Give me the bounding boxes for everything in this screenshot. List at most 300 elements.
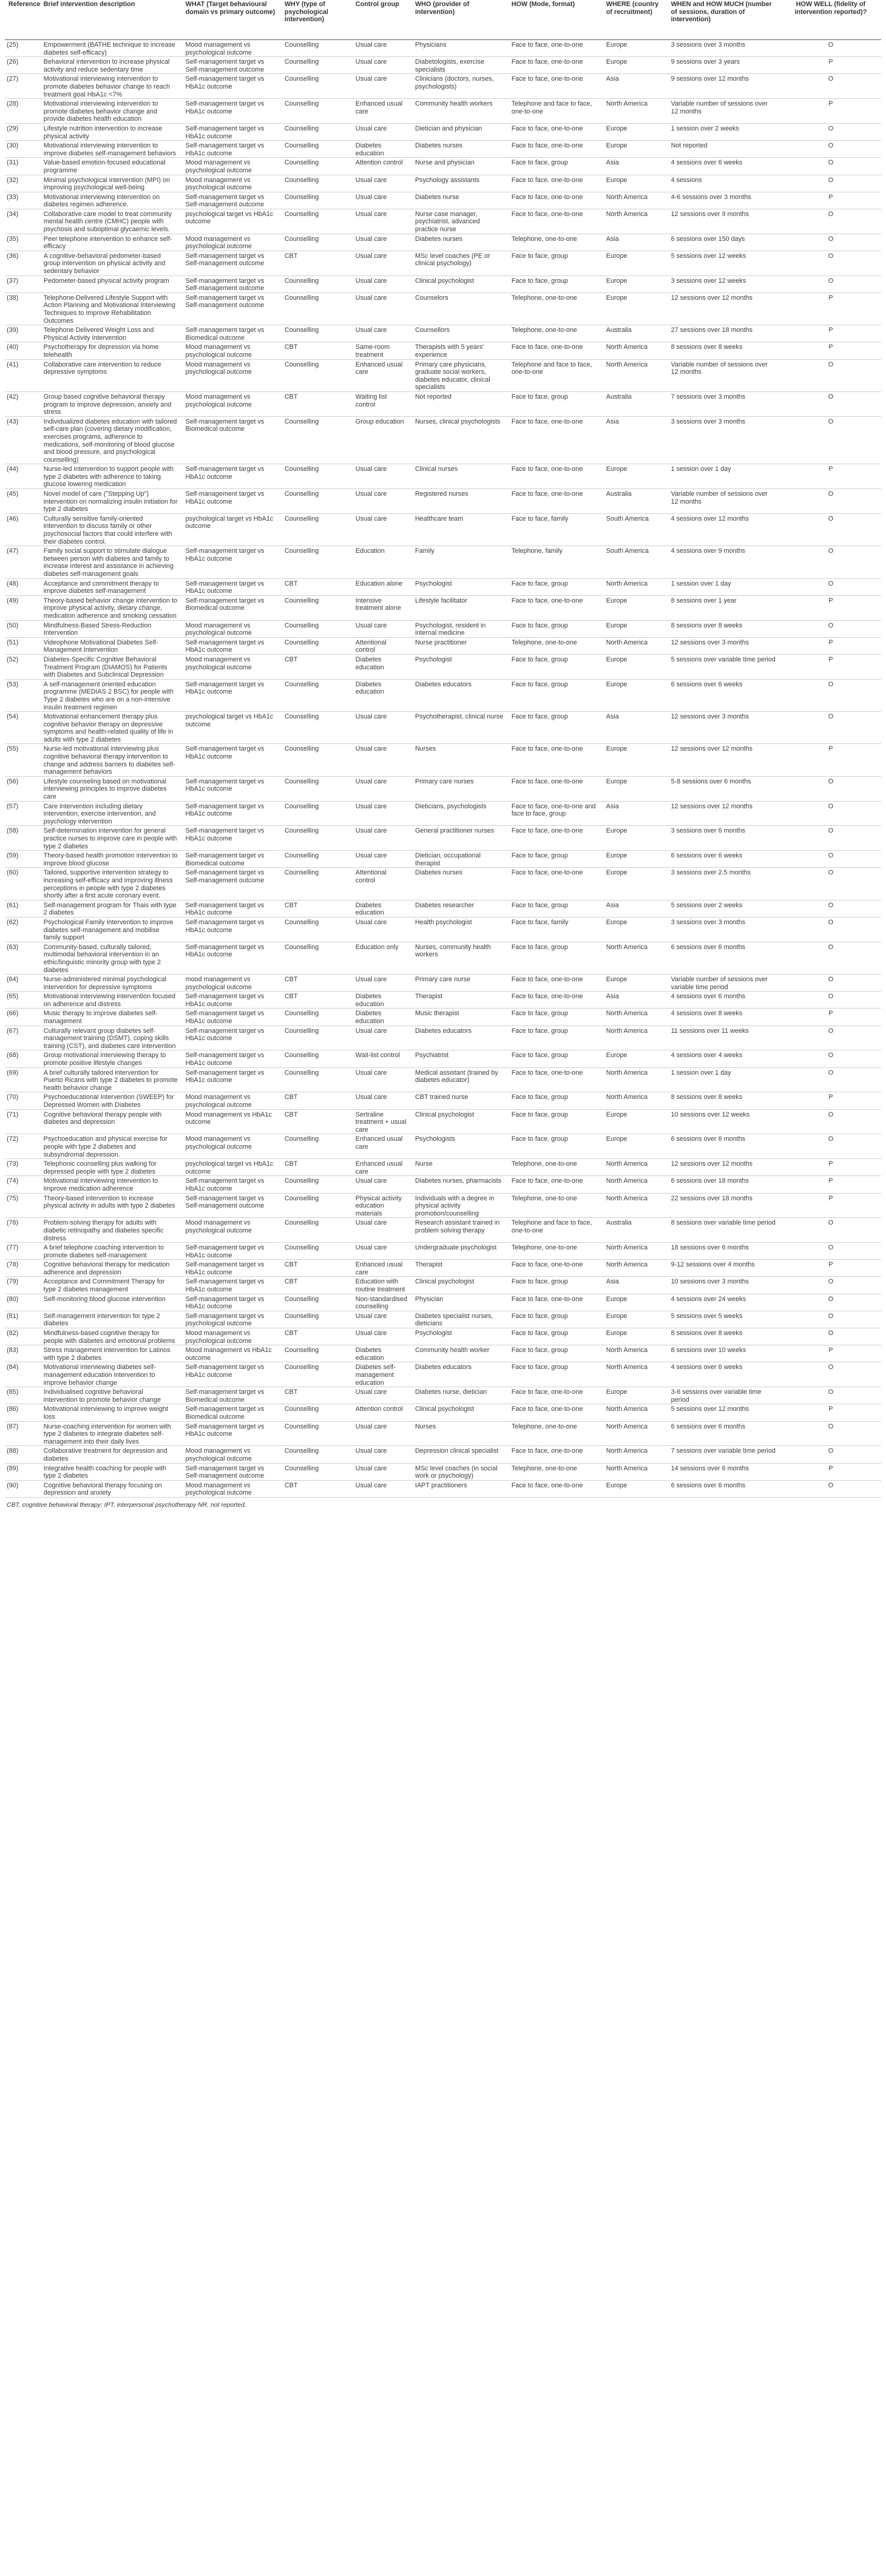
cell-what: Self-management target vs HbA1c outcome (182, 1362, 281, 1387)
cell-description: Acceptance and commitment therapy to improve diabetes self-management (40, 578, 182, 595)
cell-what: Self-management target vs HbA1c outcome (182, 1050, 281, 1067)
cell-where: Asia (603, 992, 668, 1009)
table-row (5, 1193, 881, 1218)
cell-reference: (27) (5, 74, 40, 99)
cell-control-group: Physical activity education materials (352, 1193, 411, 1218)
cell-what: Self-management target vs HbA1c outcome (182, 679, 281, 711)
cell-how: Telephone, one-to-one (508, 1463, 603, 1480)
cell-what: Self-management target vs HbA1c outcome (182, 917, 281, 942)
cell-why: CBT (281, 900, 352, 917)
cell-why: Counselling (281, 868, 352, 900)
cell-when: 4 sessions over 4 weeks (668, 1050, 780, 1067)
cell-who: Community health workers (411, 99, 508, 124)
table-row (5, 1345, 881, 1362)
cell-description: Stress management intervention for Latinos with type 2 diabetes (40, 1345, 182, 1362)
cell-how: Face to face, one-to-one (508, 1387, 603, 1404)
cell-why: CBT (281, 342, 352, 359)
cell-where: North America (603, 1421, 668, 1446)
cell-where: Australia (603, 325, 668, 342)
cell-when: 3 sessions over 3 months (668, 416, 780, 464)
table-row (5, 123, 881, 140)
cell-how: Telephone and face to face, one-to-one (508, 359, 603, 391)
cell-why: Counselling (281, 744, 352, 776)
cell-when: Not reported (668, 141, 780, 158)
cell-control-group: Usual care (352, 464, 411, 489)
cell-where: Europe (603, 595, 668, 620)
cell-description: Novel model of care ("Stepping Up") intervention on normalizing insulin initiation for type 2 diabetes (40, 489, 182, 514)
cell-control-group: Usual care (352, 1026, 411, 1050)
cell-who: Therapist (411, 1260, 508, 1277)
cell-how: Face to face, one-to-one (508, 141, 603, 158)
cell-what: Self-management target vs Biomedical outcome (182, 595, 281, 620)
cell-control-group: Attentional control (352, 868, 411, 900)
cell-when: 8 sessions over 1 year (668, 595, 780, 620)
cell-who: CBT trained nurse (411, 1092, 508, 1109)
cell-description: A self-management oriented education programme (MEDIAS 2 BSC) for people with Type 2 diabetes who are on a non-intensive insulin treatment regimen (40, 679, 182, 711)
cell-control-group: Education only (352, 942, 411, 974)
cell-description: Cognitive behavioral therapy focusing on depression and anxiety (40, 1480, 182, 1497)
cell-when: 9 sessions over 3 years (668, 57, 780, 74)
cell-where: Europe (603, 464, 668, 489)
table-row (5, 712, 881, 744)
cell-control-group: Usual care (352, 1328, 411, 1345)
cell-what: Mood management vs psychological outcome (182, 158, 281, 175)
cell-when: 8 sessions over 8 weeks (668, 342, 780, 359)
cell-control-group: Usual care (352, 292, 411, 325)
cell-how-well: P (780, 99, 881, 124)
cell-how: Face to face, one-to-one (508, 1294, 603, 1311)
cell-reference: (42) (5, 391, 40, 416)
cell-description: Mindfulness-based cognitive therapy for people with diabetes and emotional problems (40, 1328, 182, 1345)
cell-when: 8 sessions over 8 weeks (668, 1328, 780, 1345)
cell-who: MSc level coaches (PE or clinical psychology) (411, 251, 508, 276)
cell-where: Asia (603, 158, 668, 175)
table-row (5, 1134, 881, 1159)
cell-when: 3 sessions over 3 months (668, 40, 780, 57)
cell-who: Dietician, occupational therapist (411, 851, 508, 868)
cell-reference: (39) (5, 325, 40, 342)
cell-description: Psychoeducational Intervention (SWEEP) for Depressed Women with Diabetes (40, 1092, 182, 1109)
header-where: WHERE (country of recruitment) (603, 0, 668, 40)
table-row (5, 416, 881, 464)
cell-reference: (73) (5, 1159, 40, 1176)
cell-control-group: Usual care (352, 744, 411, 776)
cell-how-well: O (780, 1067, 881, 1092)
cell-why: Counselling (281, 1362, 352, 1387)
cell-what: Self-management target vs Self-management outcome (182, 192, 281, 209)
cell-how: Face to face, group (508, 1092, 603, 1109)
cell-control-group: Usual care (352, 712, 411, 744)
cell-who: Diabetes nurses (411, 141, 508, 158)
cell-where: North America (603, 209, 668, 234)
cell-when: 11 sessions over 11 weeks (668, 1026, 780, 1050)
cell-what: Self-management target vs Biomedical outcome (182, 1404, 281, 1421)
cell-who: Diabetes nurses (411, 234, 508, 251)
cell-control-group: Diabetes education (352, 141, 411, 158)
cell-where: Europe (603, 868, 668, 900)
cell-control-group: Usual care (352, 192, 411, 209)
cell-control-group: Group education (352, 416, 411, 464)
cell-description: Telephone-Delivered Lifestyle Support with Action Planning and Motivational Interviewing Techniques to Improve Rehabilitation Outcomes (40, 292, 182, 325)
cell-description: Motivational interviewing intervention to promote diabetes behavior change to reach treatment goal HbA1c <7% (40, 74, 182, 99)
cell-how-well: O (780, 234, 881, 251)
cell-reference: (79) (5, 1277, 40, 1294)
cell-what: psychological target vs HbA1c outcome (182, 513, 281, 546)
cell-why: CBT (281, 1480, 352, 1497)
cell-where: Europe (603, 744, 668, 776)
cell-why: Counselling (281, 1009, 352, 1026)
cell-description: Value-based emotion-focused educational programme (40, 158, 182, 175)
cell-how-well: O (780, 1243, 881, 1260)
cell-when: 5 sessions over 5 weeks (668, 1311, 780, 1328)
cell-what: Self-management target vs HbA1c outcome (182, 801, 281, 826)
cell-why: Counselling (281, 1026, 352, 1050)
table-row (5, 620, 881, 637)
cell-where: North America (603, 1243, 668, 1260)
cell-reference: (44) (5, 464, 40, 489)
cell-description: Motivational interviewing intervention to improve diabetes self-management behaviors (40, 141, 182, 158)
cell-control-group: Education (352, 546, 411, 578)
cell-reference: (32) (5, 175, 40, 192)
cell-description: Lifestyle nutrition intervention to increase physical activity (40, 123, 182, 140)
cell-reference: (43) (5, 416, 40, 464)
cell-how-well: O (780, 251, 881, 276)
cell-when: 6 sessions over 18 months (668, 1176, 780, 1193)
cell-control-group: Enhanced usual care (352, 99, 411, 124)
cell-where: Europe (603, 851, 668, 868)
cell-reference: (51) (5, 637, 40, 654)
cell-reference: (49) (5, 595, 40, 620)
cell-when: 22 sessions over 18 months (668, 1193, 780, 1218)
cell-how-well: P (780, 1193, 881, 1218)
cell-control-group: Attention control (352, 158, 411, 175)
table-footnote: CBT, cognitive behavioral therapy; IPT, interpersonal psychotherapy NR, not reported. (7, 1501, 246, 1509)
table-row (5, 1050, 881, 1067)
cell-who: Dietician and physician (411, 123, 508, 140)
cell-what: Mood management vs psychological outcome (182, 359, 281, 391)
cell-why: Counselling (281, 141, 352, 158)
cell-when: 4 sessions over 6 months (668, 992, 780, 1009)
table-row (5, 141, 881, 158)
cell-how: Face to face, one-to-one (508, 74, 603, 99)
cell-description: Diabetes-Specific Cognitive Behavioral Treatment Program (DIAMOS) for Patients with Diabetes and Subclinical Depression (40, 654, 182, 679)
cell-why: CBT (281, 391, 352, 416)
cell-reference: (82) (5, 1328, 40, 1345)
cell-control-group: Usual care (352, 1421, 411, 1446)
table-row (5, 1404, 881, 1421)
cell-when: 8 sessions over 8 weeks (668, 1092, 780, 1109)
cell-why: Counselling (281, 234, 352, 251)
cell-how: Face to face, group (508, 900, 603, 917)
cell-when: 5 sessions over variable time period (668, 654, 780, 679)
cell-control-group: Attentional control (352, 637, 411, 654)
cell-who: Primary care nurses (411, 776, 508, 801)
cell-description: Behavioral intervention to increase physical activity and reduce sedentary time (40, 57, 182, 74)
cell-how-well: P (780, 1176, 881, 1193)
cell-what: Self-management target vs HbA1c outcome (182, 1277, 281, 1294)
cell-how: Face to face, one-to-one (508, 826, 603, 851)
cell-where: North America (603, 1067, 668, 1092)
cell-who: Diabetes nurse, dietician (411, 1387, 508, 1404)
cell-how: Face to face, one-to-one (508, 595, 603, 620)
cell-reference: (25) (5, 40, 40, 57)
cell-where: Europe (603, 826, 668, 851)
cell-where: Europe (603, 40, 668, 57)
cell-what: psychological target vs HbA1c outcome (182, 712, 281, 744)
cell-reference: (34) (5, 209, 40, 234)
cell-reference: (90) (5, 1480, 40, 1497)
cell-description: Videophone Motivational Diabetes Self-Management Intervention (40, 637, 182, 654)
cell-what: Self-management target vs HbA1c outcome (182, 1176, 281, 1193)
cell-why: Counselling (281, 1193, 352, 1218)
cell-how: Face to face, group (508, 712, 603, 744)
cell-when: 1 session over 2 weeks (668, 123, 780, 140)
cell-how-well: O (780, 489, 881, 514)
cell-how-well: O (780, 74, 881, 99)
cell-what: Self-management target vs Self-management outcome (182, 57, 281, 74)
cell-description: Culturally sensitive family-oriented intervention to discuss family or other psychosocial factors that could interfere with their diabetes control. (40, 513, 182, 546)
interventions-table (5, 0, 881, 1498)
cell-reference: (70) (5, 1092, 40, 1109)
cell-why: Counselling (281, 416, 352, 464)
cell-how: Face to face, group (508, 251, 603, 276)
cell-reference: (76) (5, 1218, 40, 1243)
cell-who: Nurses (411, 744, 508, 776)
cell-why: Counselling (281, 942, 352, 974)
cell-why: Counselling (281, 57, 352, 74)
cell-where: Europe (603, 620, 668, 637)
cell-control-group: Diabetes education (352, 1009, 411, 1026)
cell-where: Asia (603, 1277, 668, 1294)
cell-how-well: O (780, 917, 881, 942)
cell-reference: (54) (5, 712, 40, 744)
cell-description: Theory-based behavior change intervention to improve physical activity, dietary change, medication adherence and smoking cessation (40, 595, 182, 620)
cell-who: Clinical psychologist (411, 1109, 508, 1134)
cell-where: Europe (603, 679, 668, 711)
cell-control-group: Usual care (352, 489, 411, 514)
cell-why: CBT (281, 1109, 352, 1134)
cell-control-group: Usual care (352, 826, 411, 851)
cell-how: Telephone, one-to-one (508, 234, 603, 251)
cell-who: Psychologist (411, 1328, 508, 1345)
cell-how-well: O (780, 1026, 881, 1050)
table-row (5, 975, 881, 992)
cell-where: North America (603, 1362, 668, 1387)
cell-who: Clinical nurses (411, 464, 508, 489)
cell-when: Variable number of sessions over 12 months (668, 99, 780, 124)
cell-how: Face to face, one-to-one (508, 1067, 603, 1092)
cell-what: Self-management target vs Self-management outcome (182, 1193, 281, 1218)
cell-how: Face to face, one-to-one (508, 57, 603, 74)
cell-where: North America (603, 1009, 668, 1026)
cell-control-group: Diabetes education (352, 992, 411, 1009)
cell-why: CBT (281, 975, 352, 992)
cell-why: Counselling (281, 192, 352, 209)
cell-description: Theory-based health promotion intervention to improve blood glucose (40, 851, 182, 868)
cell-who: Diabetes nurses, pharmacists (411, 1176, 508, 1193)
cell-who: Research assistant trained in problem solving therapy (411, 1218, 508, 1243)
cell-description: Collaborative care intervention to reduce depressive symptoms (40, 359, 182, 391)
cell-reference: (88) (5, 1446, 40, 1463)
table-row (5, 1176, 881, 1193)
cell-when: 7 sessions over 3 months (668, 391, 780, 416)
cell-when: 6 sessions over 6 months (668, 1421, 780, 1446)
cell-description: Culturally relevant group diabetes self-management training (DSMT), coping skills training (CST), and diabetes care intervention (40, 1026, 182, 1050)
cell-what: Self-management target vs HbA1c outcome (182, 123, 281, 140)
cell-who: Physician (411, 1294, 508, 1311)
cell-how-well: O (780, 123, 881, 140)
cell-how: Face to face, one-to-one (508, 1404, 603, 1421)
cell-when: 12 sessions over 12 months (668, 1159, 780, 1176)
cell-how: Face to face, group (508, 1345, 603, 1362)
header-why: WHY (type of psychological intervention) (281, 0, 352, 40)
cell-control-group: Usual care (352, 1446, 411, 1463)
header-who: WHO (provider of intervention) (411, 0, 508, 40)
cell-how-well: P (780, 192, 881, 209)
cell-how: Face to face, one-to-one (508, 209, 603, 234)
cell-reference: (47) (5, 546, 40, 578)
cell-why: CBT (281, 1159, 352, 1176)
cell-control-group: Same-room treatment (352, 342, 411, 359)
table-row (5, 1109, 881, 1134)
cell-when: 3 sessions over 2.5 months (668, 868, 780, 900)
cell-what: Mood management vs HbA1c outcome (182, 1345, 281, 1362)
header-how: HOW (Mode, format) (508, 0, 603, 40)
cell-how-well: P (780, 342, 881, 359)
cell-why: CBT (281, 654, 352, 679)
cell-what: Self-management target vs HbA1c outcome (182, 900, 281, 917)
table-row (5, 1009, 881, 1026)
cell-where: Europe (603, 123, 668, 140)
cell-control-group: Education alone (352, 578, 411, 595)
cell-reference: (50) (5, 620, 40, 637)
cell-control-group: Usual care (352, 251, 411, 276)
cell-how: Face to face, group (508, 1277, 603, 1294)
cell-why: Counselling (281, 620, 352, 637)
cell-control-group: Usual care (352, 1480, 411, 1497)
cell-where: North America (603, 1026, 668, 1050)
cell-how: Face to face, family (508, 513, 603, 546)
cell-why: Counselling (281, 1294, 352, 1311)
cell-description: Collaborative care model to treat community mental health centre (CMHC) people with psychosis and suboptimal glycaemic levels. (40, 209, 182, 234)
cell-reference: (41) (5, 359, 40, 391)
cell-why: Counselling (281, 99, 352, 124)
cell-who: Primary care nurse (411, 975, 508, 992)
cell-how: Telephone, one-to-one (508, 1193, 603, 1218)
cell-what: Self-management target vs HbA1c outcome (182, 1294, 281, 1311)
table-row (5, 1421, 881, 1446)
cell-when: 6 sessions over 6 months (668, 1480, 780, 1497)
cell-who: Diabetologists, exercise specialists (411, 57, 508, 74)
cell-where: North America (603, 1463, 668, 1480)
cell-who: Diabetes educators (411, 679, 508, 711)
cell-description: Self-monitoring blood glucose intervention (40, 1294, 182, 1311)
cell-where: Europe (603, 175, 668, 192)
cell-control-group: Usual care (352, 1176, 411, 1193)
cell-control-group: Usual care (352, 175, 411, 192)
cell-reference: (60) (5, 868, 40, 900)
table-row (5, 826, 881, 851)
cell-how-well: P (780, 1463, 881, 1480)
cell-why: Counselling (281, 1050, 352, 1067)
cell-when: 3 sessions over 6 months (668, 826, 780, 851)
cell-reference: (72) (5, 1134, 40, 1159)
cell-when: 14 sessions over 6 months (668, 1463, 780, 1480)
cell-where: Europe (603, 276, 668, 292)
cell-who: Dieticians, psychologists (411, 801, 508, 826)
cell-why: Counselling (281, 464, 352, 489)
cell-when: 8 sessions over 8 weeks (668, 620, 780, 637)
cell-reference: (78) (5, 1260, 40, 1277)
cell-what: Self-management target vs HbA1c outcome (182, 744, 281, 776)
cell-how-well: O (780, 826, 881, 851)
cell-what: Mood management vs psychological outcome (182, 1218, 281, 1243)
table-row (5, 391, 881, 416)
cell-when: 18 sessions over 6 months (668, 1243, 780, 1260)
cell-what: Self-management target vs HbA1c outcome (182, 776, 281, 801)
cell-control-group: Usual care (352, 325, 411, 342)
cell-why: Counselling (281, 1134, 352, 1159)
table-body (5, 40, 881, 1498)
cell-where: Europe (603, 251, 668, 276)
cell-where: Europe (603, 292, 668, 325)
table-row (5, 851, 881, 868)
cell-how: Telephone, one-to-one (508, 1159, 603, 1176)
cell-description: Motivational interviewing to improve weight loss (40, 1404, 182, 1421)
cell-when: 12 sessions over 9 months (668, 209, 780, 234)
cell-how-well: O (780, 1311, 881, 1328)
cell-who: Diabetes educators (411, 1362, 508, 1387)
table-row (5, 359, 881, 391)
cell-how-well: O (780, 175, 881, 192)
cell-why: Counselling (281, 1421, 352, 1446)
cell-control-group: Diabetes education (352, 900, 411, 917)
cell-what: Mood management vs psychological outcome (182, 1328, 281, 1345)
cell-description: Group based cognitive behavioral therapy program to improve depression, anxiety and stress (40, 391, 182, 416)
table-row (5, 578, 881, 595)
cell-control-group: Usual care (352, 1243, 411, 1260)
cell-control-group: Usual care (352, 276, 411, 292)
cell-control-group: Usual care (352, 234, 411, 251)
cell-where: Australia (603, 391, 668, 416)
cell-how: Face to face, group (508, 578, 603, 595)
table-row (5, 1243, 881, 1260)
header-description: Brief intervention description (40, 0, 182, 40)
table-row (5, 57, 881, 74)
cell-who: Psychotherapist, clinical nurse (411, 712, 508, 744)
cell-who: Nurses, clinical psychologists (411, 416, 508, 464)
cell-control-group: Usual care (352, 975, 411, 992)
cell-how: Face to face, one-to-one (508, 40, 603, 57)
cell-who: Community health worker (411, 1345, 508, 1362)
cell-control-group: Usual care (352, 801, 411, 826)
table-row (5, 744, 881, 776)
cell-how-well: O (780, 546, 881, 578)
cell-what: Self-management target vs HbA1c outcome (182, 826, 281, 851)
cell-reference: (77) (5, 1243, 40, 1260)
cell-reference: (40) (5, 342, 40, 359)
cell-when: 4 sessions over 8 weeks (668, 1009, 780, 1026)
cell-description: Peer telephone intervention to enhance self-efficacy (40, 234, 182, 251)
cell-reference: (66) (5, 1009, 40, 1026)
cell-how-well: P (780, 1092, 881, 1109)
cell-description: Care intervention including dietary intervention, exercise intervention, and psychology intervention (40, 801, 182, 826)
table-row (5, 679, 881, 711)
cell-why: CBT (281, 1387, 352, 1404)
cell-who: Psychologist, resident in internal medicine (411, 620, 508, 637)
cell-why: Counselling (281, 1446, 352, 1463)
cell-reference: (89) (5, 1463, 40, 1480)
